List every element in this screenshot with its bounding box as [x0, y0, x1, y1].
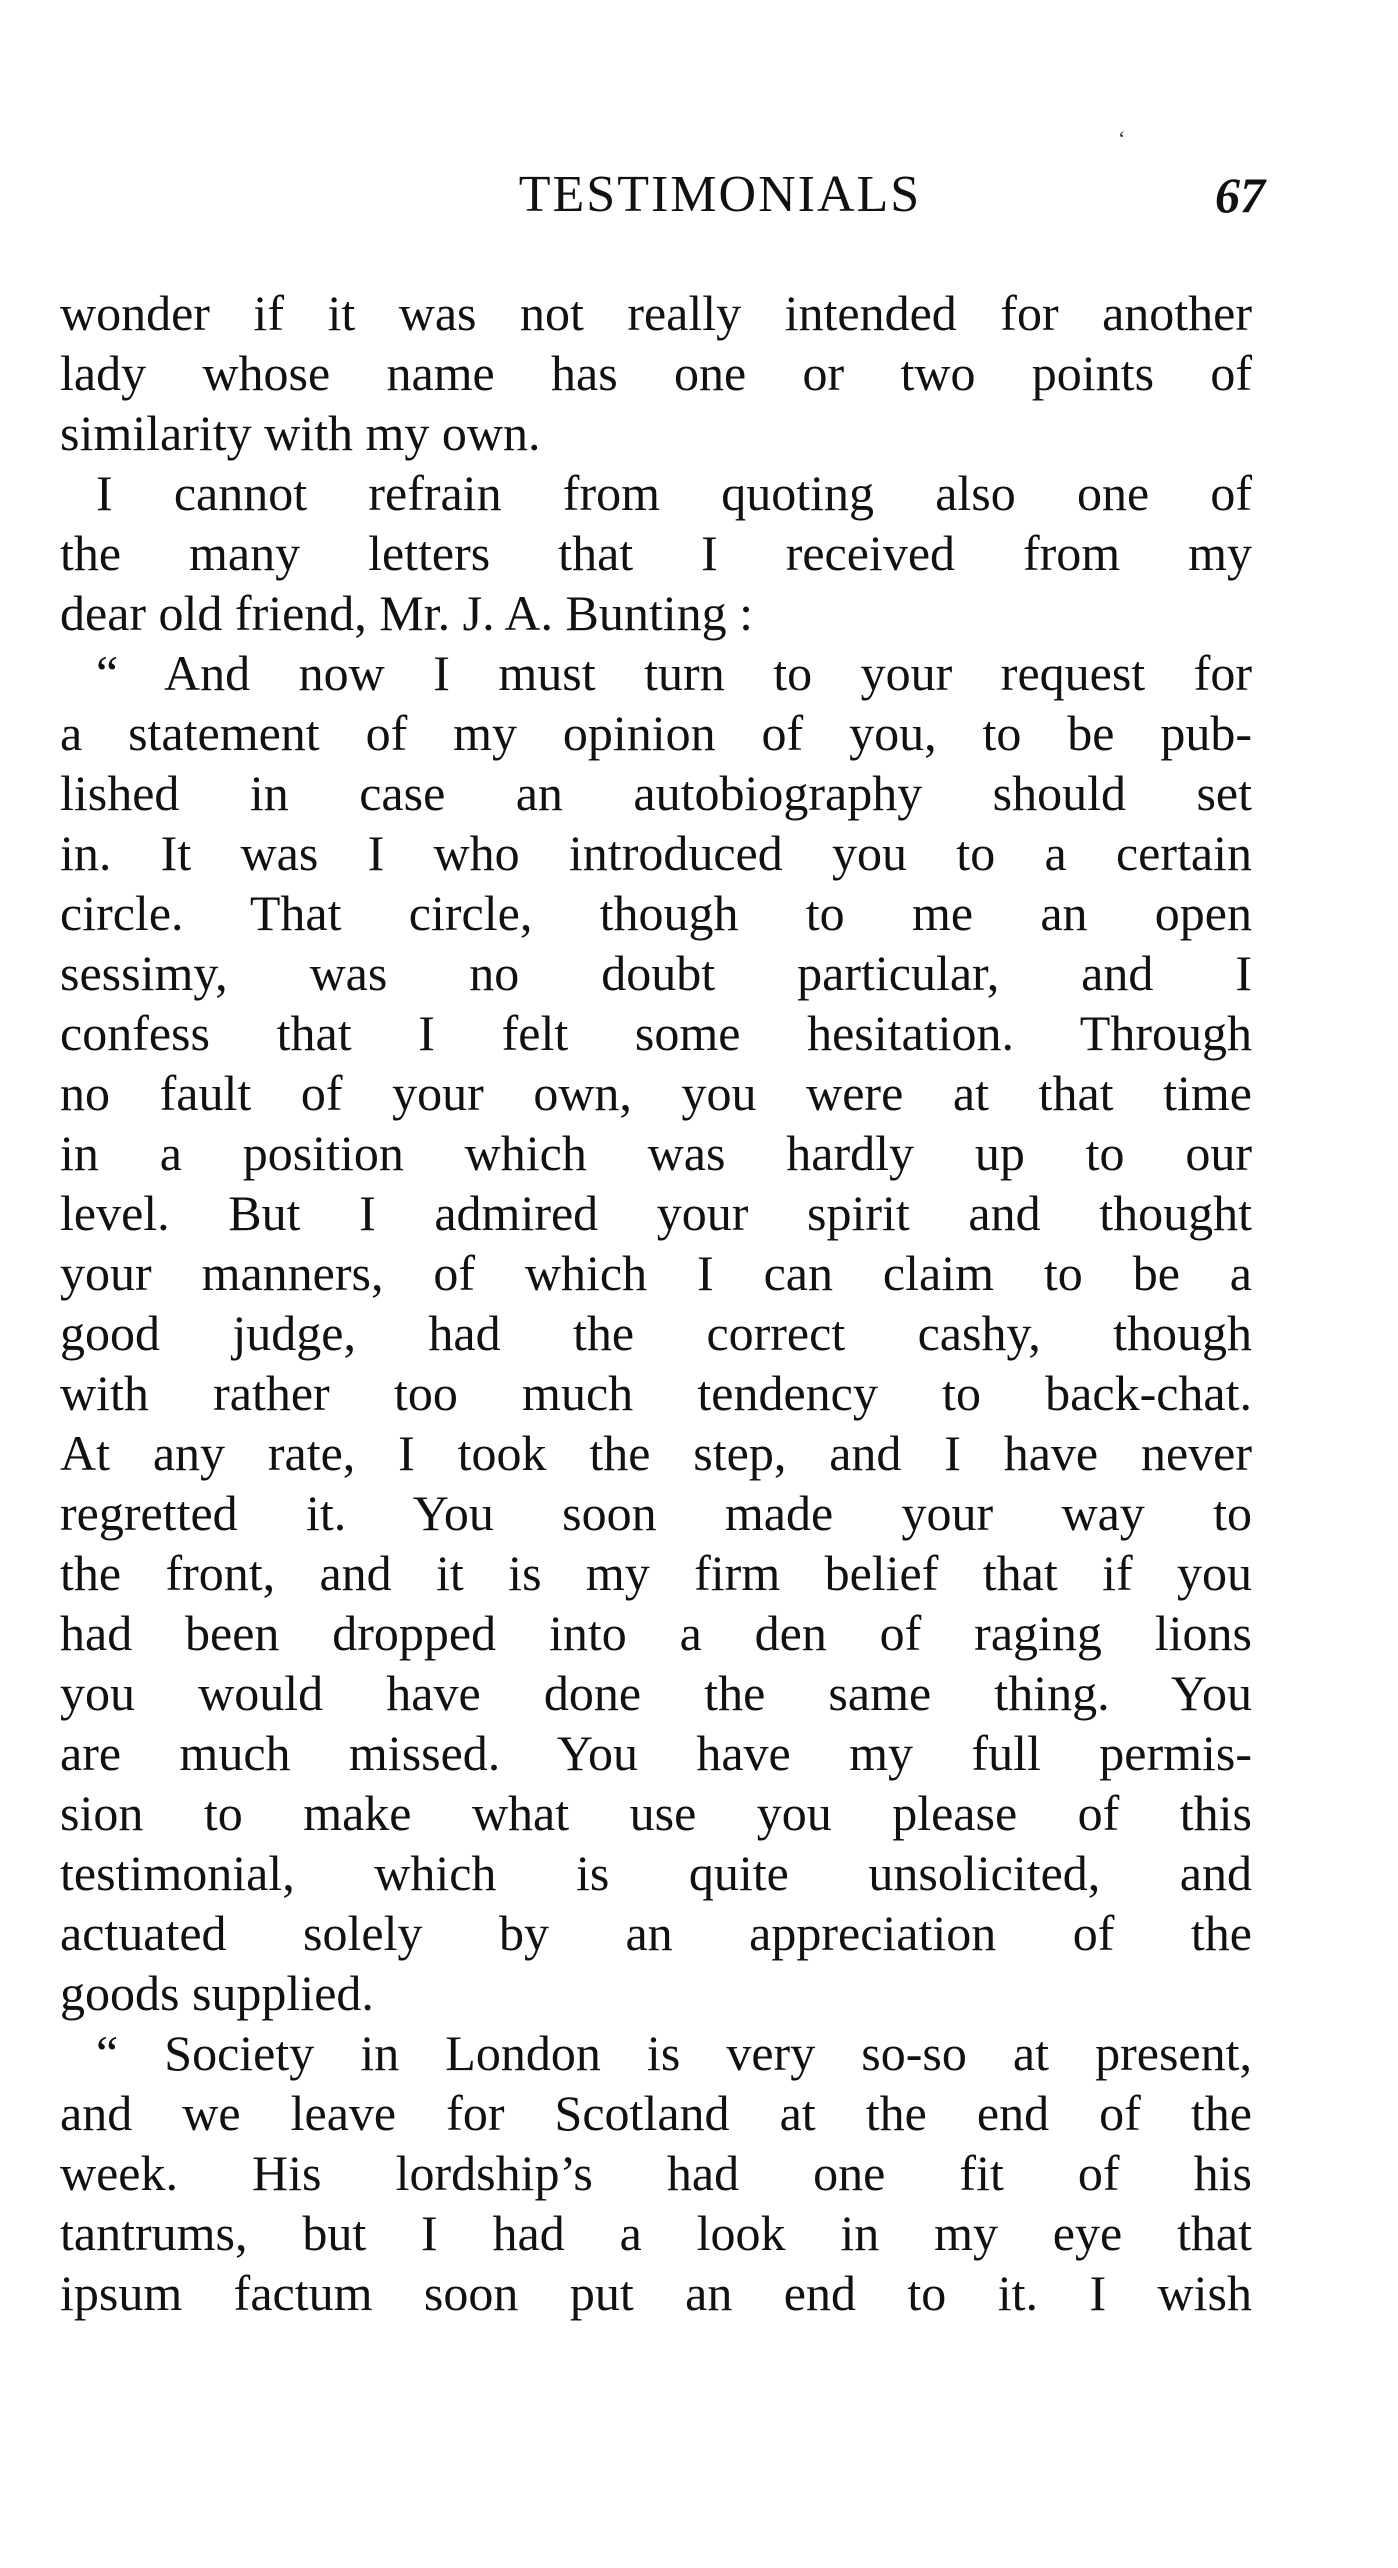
- text-line: circle. That circle, though to me an open: [60, 885, 1252, 941]
- body-text: [60, 283, 1252, 2323]
- text-line: a statement of my opinion of you, to be pub-: [60, 705, 1252, 761]
- text-line: wonder if it was not really intended for another: [60, 285, 1252, 341]
- text-line: are much missed. You have my full permis-: [60, 1725, 1252, 1781]
- text-line: level. But I admired your spirit and thought: [60, 1185, 1252, 1241]
- text-line: week. His lordship’s had one fit of his: [60, 2145, 1252, 2201]
- text-line: dear old friend, Mr. J. A. Bunting :: [60, 585, 753, 641]
- text-line: “ And now I must turn to your request for: [96, 645, 1252, 701]
- text-line: in a position which was hardly up to our: [60, 1125, 1252, 1181]
- text-line: similarity with my own.: [60, 405, 541, 461]
- text-line: lished in case an autobiography should set: [60, 765, 1252, 821]
- text-line: your manners, of which I can claim to be a: [60, 1245, 1252, 1301]
- text-line: the front, and it is my firm belief that if you: [60, 1545, 1252, 1601]
- page-number: 67: [1215, 167, 1265, 223]
- running-head-title: TESTIMONIALS: [518, 166, 922, 223]
- text-line: you would have done the same thing. You: [60, 1665, 1252, 1721]
- text-line: goods supplied.: [60, 1965, 374, 2021]
- text-line: the many letters that I received from my: [60, 525, 1252, 581]
- page-mark: ʻ: [1118, 126, 1126, 151]
- text-line: lady whose name has one or two points of: [60, 345, 1252, 401]
- text-line: regretted it. You soon made your way to: [60, 1485, 1252, 1541]
- text-line: sessimy, was no doubt particular, and I: [60, 945, 1252, 1001]
- text-line: good judge, had the correct cashy, though: [60, 1305, 1252, 1361]
- running-head: [60, 160, 1265, 230]
- text-line: tantrums, but I had a look in my eye that: [60, 2205, 1252, 2261]
- text-line: confess that I felt some hesitation. Through: [60, 1005, 1252, 1061]
- text-line: sion to make what use you please of this: [60, 1785, 1252, 1841]
- text-line: in. It was I who introduced you to a certain: [60, 825, 1252, 881]
- text-line: “ Society in London is very so-so at present,: [96, 2025, 1252, 2081]
- text-line: with rather too much tendency to back-chat.: [60, 1365, 1252, 1421]
- text-line: testimonial, which is quite unsolicited, and: [60, 1845, 1252, 1901]
- text-line: I cannot refrain from quoting also one of: [96, 465, 1252, 521]
- text-line: ipsum factum soon put an end to it. I wish: [60, 2265, 1252, 2321]
- text-line: actuated solely by an appreciation of the: [60, 1905, 1252, 1961]
- text-line: no fault of your own, you were at that time: [60, 1065, 1252, 1121]
- text-line: At any rate, I took the step, and I have never: [60, 1425, 1252, 1481]
- text-line: had been dropped into a den of raging lions: [60, 1605, 1252, 1661]
- text-line: and we leave for Scotland at the end of the: [60, 2085, 1252, 2141]
